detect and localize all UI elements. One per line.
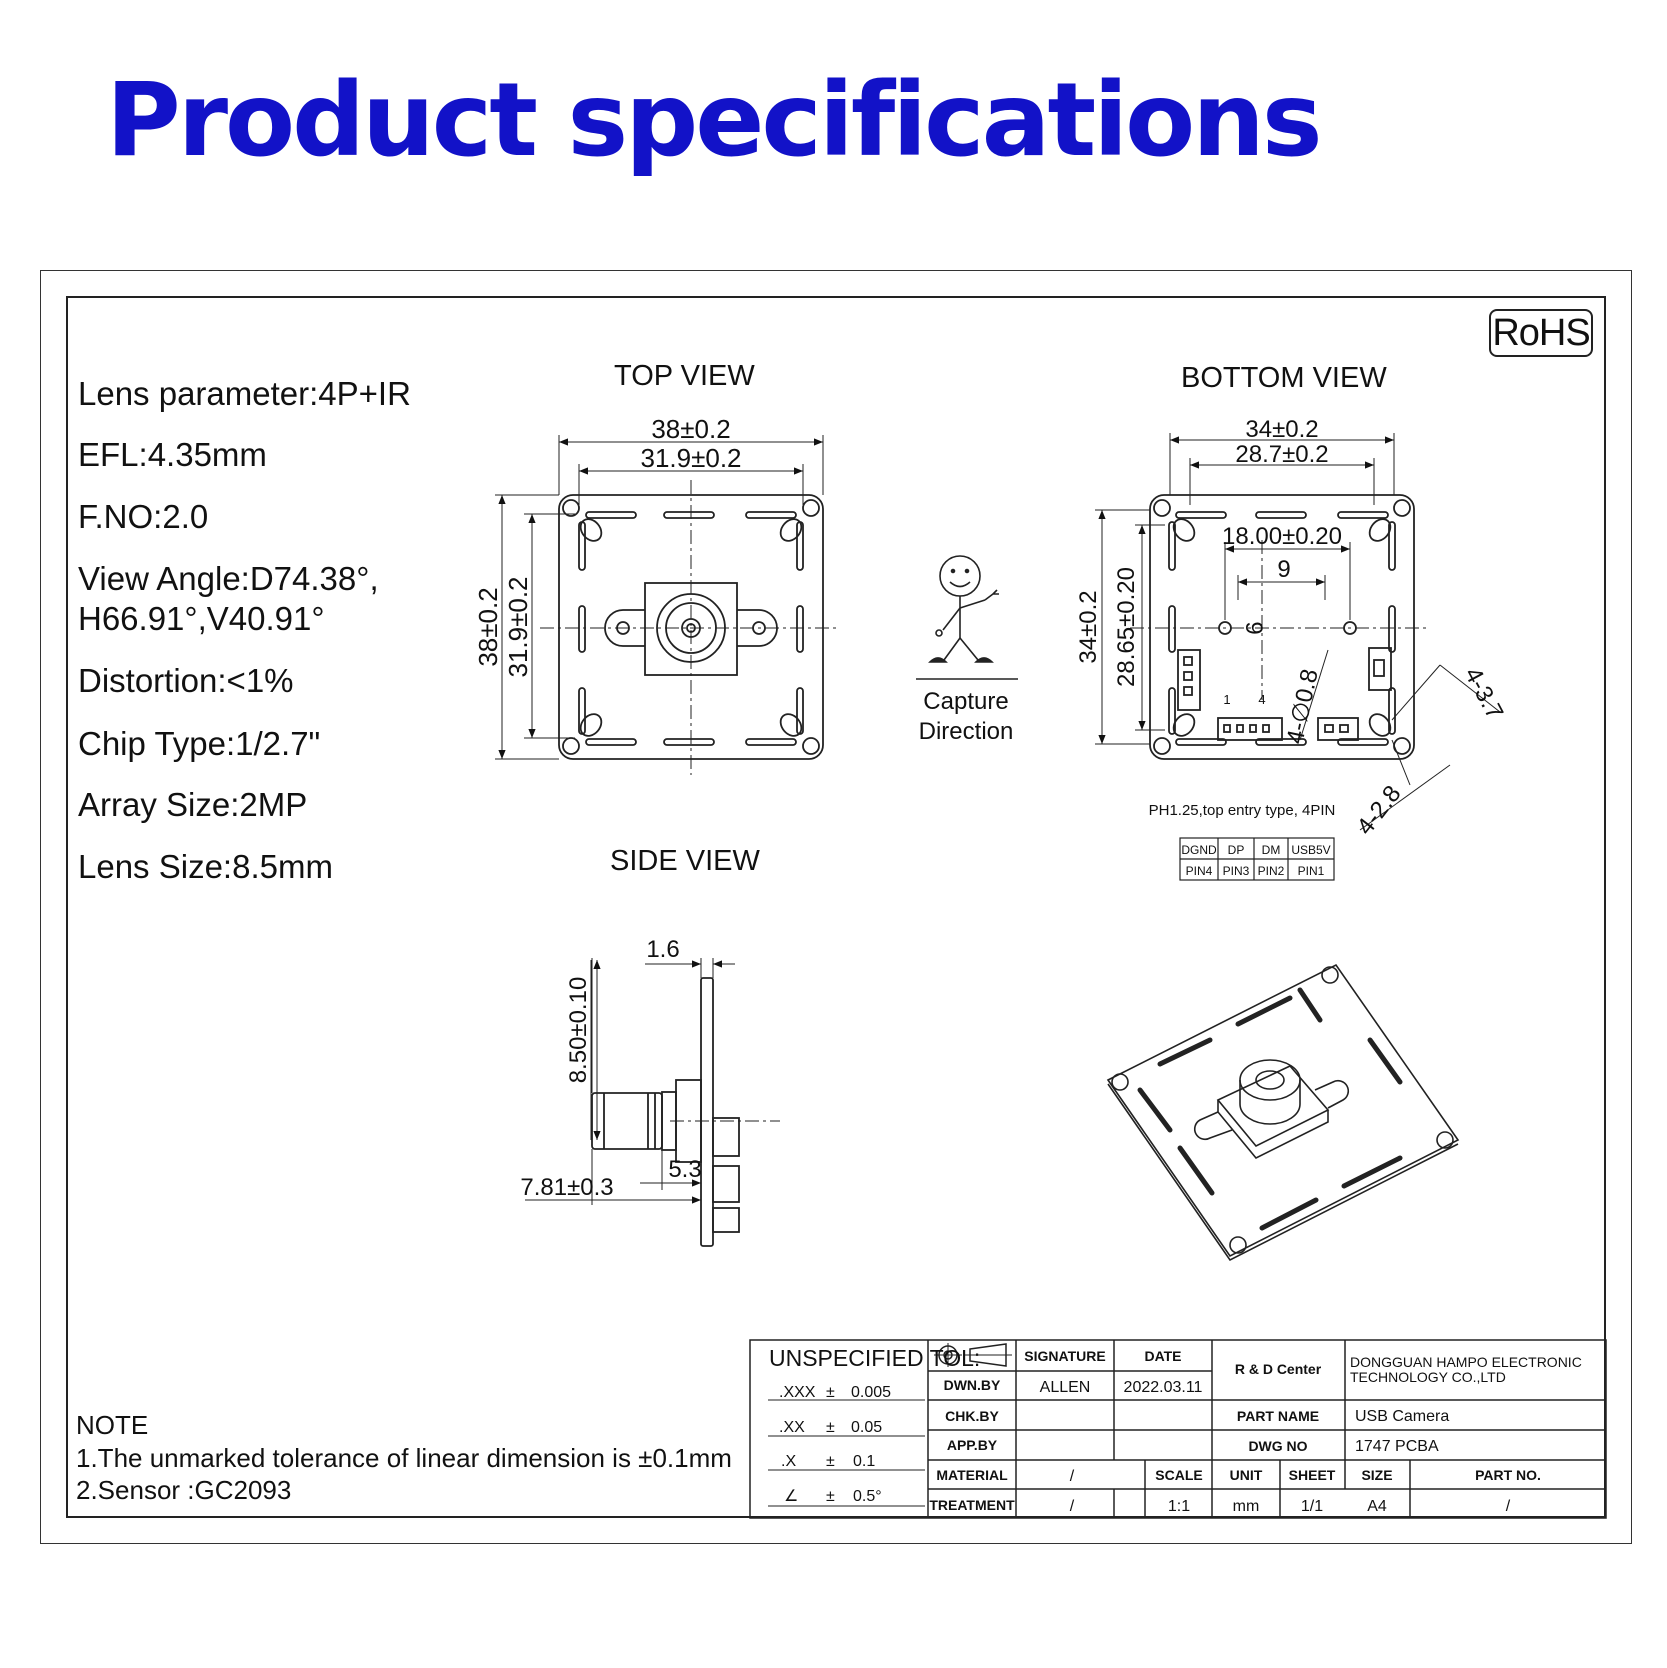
dim-bottom-height-inner: 28.65±0.20 <box>1113 567 1140 687</box>
dim-top-height-outer: 38±0.2 <box>473 587 503 667</box>
spec-efl: EFL:4.35mm <box>78 436 267 473</box>
tb-sheet-header: SHEET <box>1288 1467 1336 1483</box>
dim-bottom-hole: 4-∅0.8 <box>1281 666 1324 747</box>
tb-signature-header: SIGNATURE <box>1024 1348 1106 1364</box>
tb-tol-xxx-label: .XXX <box>779 1384 816 1401</box>
tb-treatment-header: TREATMENT <box>929 1497 1015 1513</box>
tb-tol-angle-pm: ± <box>826 1488 835 1505</box>
pin-number-1: PIN1 <box>1297 864 1325 878</box>
tb-company-line1: DONGGUAN HAMPO ELECTRONIC <box>1350 1354 1582 1370</box>
tb-tol-x-label: .X <box>781 1453 797 1470</box>
dim-top-height-inner: 31.9±0.2 <box>503 576 533 678</box>
tb-tol-xx-label: .XX <box>779 1419 805 1436</box>
dim-side-1-6: 1.6 <box>646 936 680 963</box>
tb-dwn-name: ALLEN <box>1039 1379 1091 1396</box>
tb-size-value: A4 <box>1367 1498 1387 1515</box>
tb-scale-value: 1:1 <box>1167 1498 1191 1515</box>
tb-tol-xx-pm: ± <box>826 1419 835 1436</box>
spec-chip-type: Chip Type:1/2.7" <box>78 725 321 762</box>
tb-dwn-by: DWN.BY <box>943 1377 1001 1393</box>
capture-label-1: Capture <box>923 688 1009 715</box>
tb-unit-value: mm <box>1232 1498 1260 1515</box>
tb-sheet-value: 1/1 <box>1300 1498 1324 1515</box>
tb-unit-header: UNIT <box>1229 1467 1263 1483</box>
capture-label-2: Direction <box>918 718 1014 745</box>
pin-signal-usb5v: USB5V <box>1291 843 1331 857</box>
tb-tol-x-value: 0.1 <box>853 1453 876 1470</box>
pin-signal-dm: DM <box>1261 843 1281 857</box>
dim-bottom-width-inner: 28.7±0.2 <box>1235 441 1329 468</box>
tb-part-name: USB Camera <box>1355 1408 1450 1425</box>
tb-tol-xxx-value: 0.005 <box>851 1384 892 1401</box>
rohs-badge: RoHS <box>1489 309 1593 357</box>
tb-part-no-header: PART NO. <box>1475 1467 1541 1483</box>
tb-material-value: / <box>1069 1468 1075 1485</box>
pin1-label: 1 <box>1223 692 1231 707</box>
spec-view-angle-hv: H66.91°,V40.91° <box>78 600 325 637</box>
tb-tolerance-title: UNSPECIFIED TOL: <box>769 1345 981 1371</box>
tb-part-name-header: PART NAME <box>1236 1408 1320 1424</box>
page-title: Product specifications <box>106 61 1320 180</box>
note-tolerance: 1.The unmarked tolerance of linear dimension is ±0.1mm <box>76 1443 732 1473</box>
tb-size-header: SIZE <box>1361 1467 1393 1483</box>
note-sensor: 2.Sensor :GC2093 <box>76 1475 292 1505</box>
dim-side-8-50: 8.50±0.10 <box>565 976 592 1084</box>
tb-part-no-value: / <box>1505 1498 1511 1515</box>
top-view-drawing <box>495 435 840 775</box>
dim-bottom-9-horizontal: 9 <box>1277 556 1291 583</box>
spec-lens-size: Lens Size:8.5mm <box>78 848 333 885</box>
pin-signal-dgnd: DGND <box>1181 843 1217 857</box>
bottom-view-drawing <box>1095 433 1500 830</box>
dim-bottom-9-vertical: 9 <box>1240 621 1267 635</box>
tb-company-line2: TECHNOLOGY CO.,LTD <box>1350 1369 1506 1385</box>
side-view-title: SIDE VIEW <box>610 845 760 877</box>
spec-view-angle: View Angle:D74.38°, <box>78 560 379 597</box>
spec-lens-parameter: Lens parameter:4P+IR <box>78 375 411 412</box>
dim-top-width-inner: 31.9±0.2 <box>640 443 742 473</box>
dim-bottom-r28: 4-2.8 <box>1351 780 1407 841</box>
dim-bottom-width-outer: 34±0.2 <box>1245 416 1319 443</box>
tb-chk-by: CHK.BY <box>945 1408 999 1424</box>
capture-direction-figure <box>916 556 1018 679</box>
tb-dwg-no-header: DWG NO <box>1248 1438 1308 1454</box>
isometric-view-drawing <box>1108 965 1458 1260</box>
tb-tol-x-pm: ± <box>826 1453 835 1470</box>
dim-bottom-r37: 4-3.7 <box>1458 662 1509 724</box>
connector-caption: PH1.25,top entry type, 4PIN <box>1148 802 1336 819</box>
dim-side-7-81: 7.81±0.3 <box>520 1174 614 1201</box>
tb-scale-header: SCALE <box>1155 1467 1203 1483</box>
top-view-title: TOP VIEW <box>614 360 755 392</box>
spec-fno: F.NO:2.0 <box>78 498 209 535</box>
tb-material-header: MATERIAL <box>936 1467 1008 1483</box>
tb-dwg-no: 1747 PCBA <box>1355 1438 1439 1455</box>
pin-number-2: PIN2 <box>1257 864 1285 878</box>
spec-array-size: Array Size:2MP <box>78 786 308 823</box>
tb-dwn-date: 2022.03.11 <box>1123 1379 1203 1396</box>
note-heading: NOTE <box>76 1410 149 1440</box>
bottom-view-title: BOTTOM VIEW <box>1181 362 1387 394</box>
tb-tol-angle-value: 0.5° <box>853 1488 882 1505</box>
side-view-drawing <box>525 958 780 1246</box>
tb-tol-xxx-pm: ± <box>826 1384 835 1401</box>
tb-rd-center: R & D Center <box>1234 1361 1322 1377</box>
tb-tol-xx-value: 0.05 <box>851 1419 883 1436</box>
pin-number-3: PIN3 <box>1222 864 1250 878</box>
dim-side-5-3: 5.3 <box>668 1156 702 1183</box>
dim-top-width-outer: 38±0.2 <box>651 414 731 444</box>
dim-bottom-18: 18.00±0.20 <box>1222 523 1342 550</box>
tb-treatment-value: / <box>1069 1498 1075 1515</box>
tb-tol-angle-label: ∠ <box>784 1488 799 1505</box>
tb-date-header: DATE <box>1144 1348 1182 1364</box>
pin4-label: 4 <box>1258 692 1266 707</box>
spec-distortion: Distortion:<1% <box>78 662 294 699</box>
pin-signal-dp: DP <box>1227 843 1245 857</box>
tb-app-by: APP.BY <box>946 1437 998 1453</box>
dim-bottom-height-outer: 34±0.2 <box>1075 590 1102 664</box>
pin-number-4: PIN4 <box>1185 864 1213 878</box>
